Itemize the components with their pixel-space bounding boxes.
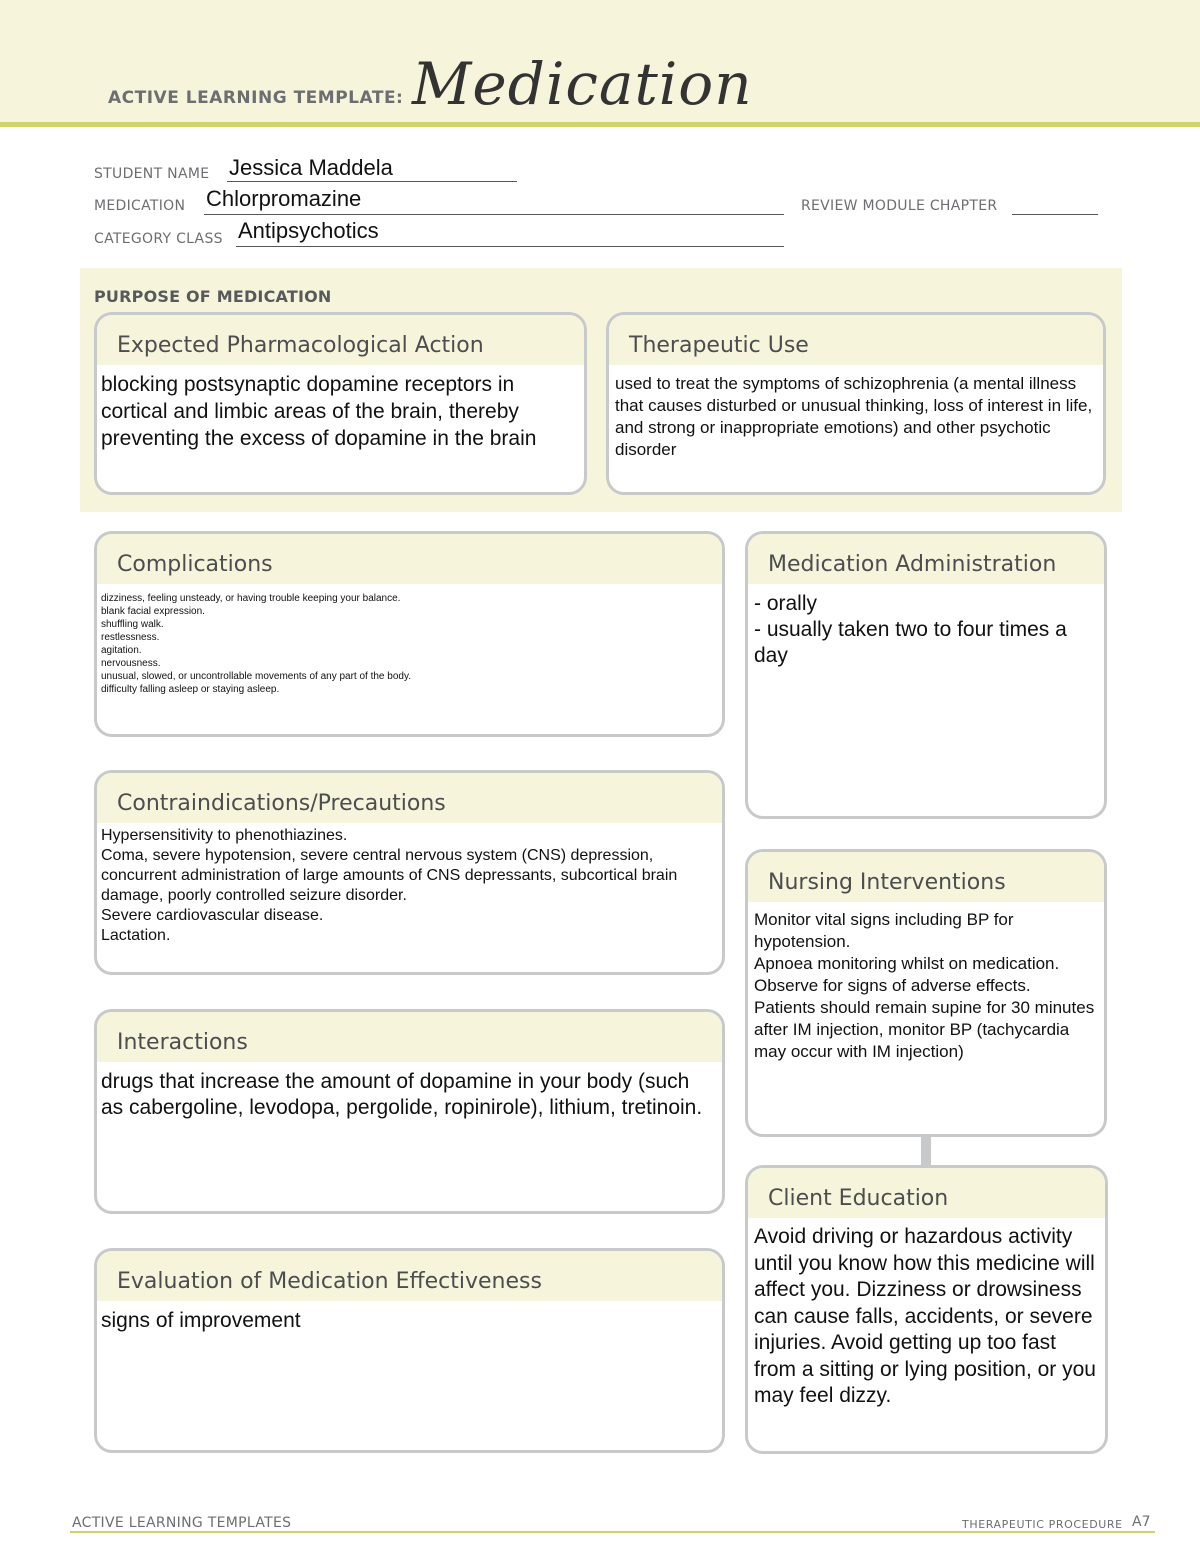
evaluation-box [94,1248,725,1453]
page-title: Medication [412,50,753,118]
nursing-interventions-title: Nursing Interventions [768,870,1006,895]
evaluation-title: Evaluation of Medication Effectiveness [117,1269,542,1294]
client-education-box [745,1165,1108,1454]
medication-line [204,214,784,215]
interactions-text[interactable]: drugs that increase the amount of dopamine in your body (such as cabergoline, levodopa, pergolide, ropinirole), lithium, tretinoin. [101,1070,703,1119]
category-class-field[interactable]: Antipsychotics [238,218,379,243]
complications-box [94,531,725,737]
therapeutic-use-box [606,312,1106,495]
category-class-line [236,246,784,247]
contraindications-text[interactable]: Hypersensitivity to phenothiazines. Coma, severe hypotension, severe central nervous system (CNS) depression, concurrent administration of large amounts of CNS depressants, subcortical brain damage, poorly controlled seizure disorder. Severe cardiovascular disease. Lactation. [101,827,678,944]
header-divider [0,122,1200,127]
purpose-title: PURPOSE OF MEDICATION [94,287,332,306]
interactions-title: Interactions [117,1030,248,1055]
evaluation-text[interactable]: signs of improvement [101,1309,301,1332]
contraindications-box [94,770,725,975]
box-connector [921,1136,931,1166]
client-education-title: Client Education [768,1186,949,1211]
footer-divider [70,1531,1155,1533]
medication-administration-title: Medication Administration [768,552,1057,577]
footer-left: ACTIVE LEARNING TEMPLATES [72,1515,292,1531]
student-name-field[interactable]: Jessica Maddela [229,155,393,180]
medication-label: MEDICATION [94,198,186,214]
contraindications-title: Contraindications/Precautions [117,791,446,816]
pharmacological-action-title: Expected Pharmacological Action [117,333,484,358]
therapeutic-use-text[interactable]: used to treat the symptoms of schizophrenia (a mental illness that causes disturbed or unusual thinking, loss of interest in life, and strong or inappropriate emotions) and other psychotic disorder [615,374,1093,459]
page-number: A7 [1132,1514,1151,1530]
complications-title: Complications [117,552,273,577]
student-name-label: STUDENT NAME [94,166,210,182]
pharmacological-action-box [94,312,587,495]
interactions-box [94,1009,725,1214]
medication-field[interactable]: Chlorpromazine [206,186,362,211]
medication-administration-text[interactable]: - orally - usually taken two to four times a day [754,592,1067,667]
client-education-text[interactable]: Avoid driving or hazardous activity until you know how this medicine will affect you. Dizziness or drowsiness can cause falls, accidents, or severe injuries. Avoid getting up too fast from a sitting or lying position, or you may feel dizzy. [754,1225,1096,1407]
nursing-interventions-box [745,849,1107,1137]
template-label: ACTIVE LEARNING TEMPLATE: [108,88,404,108]
review-chapter-label: REVIEW MODULE CHAPTER [801,198,998,214]
footer-right: THERAPEUTIC PROCEDURE [962,1518,1123,1531]
pharmacological-action-text[interactable]: blocking postsynaptic dopamine receptors in cortical and limbic areas of the brain, thereby preventing the excess of dopamine in the brain [101,373,537,450]
nursing-interventions-text[interactable]: Monitor vital signs including BP for hypotension. Apnoea monitoring whilst on medication. Observe for signs of adverse effects. Patients should remain supine for 30 minutes after IM injection, monitor BP (tachycardia may occur with IM injection) [754,910,1095,1061]
medication-administration-box [745,531,1107,819]
therapeutic-use-title: Therapeutic Use [629,333,809,358]
category-class-label: CATEGORY CLASS [94,231,223,247]
complications-text[interactable]: dizziness, feeling unsteady, or having trouble keeping your balance. blank facial expression. shuffling walk. restlessness. agitation. nervousness. unusual, slowed, or uncontrollable movements of any part of the body. difficulty falling asleep or staying asleep. [101,593,411,695]
review-chapter-field[interactable] [1012,214,1098,215]
student-name-line [227,181,517,182]
